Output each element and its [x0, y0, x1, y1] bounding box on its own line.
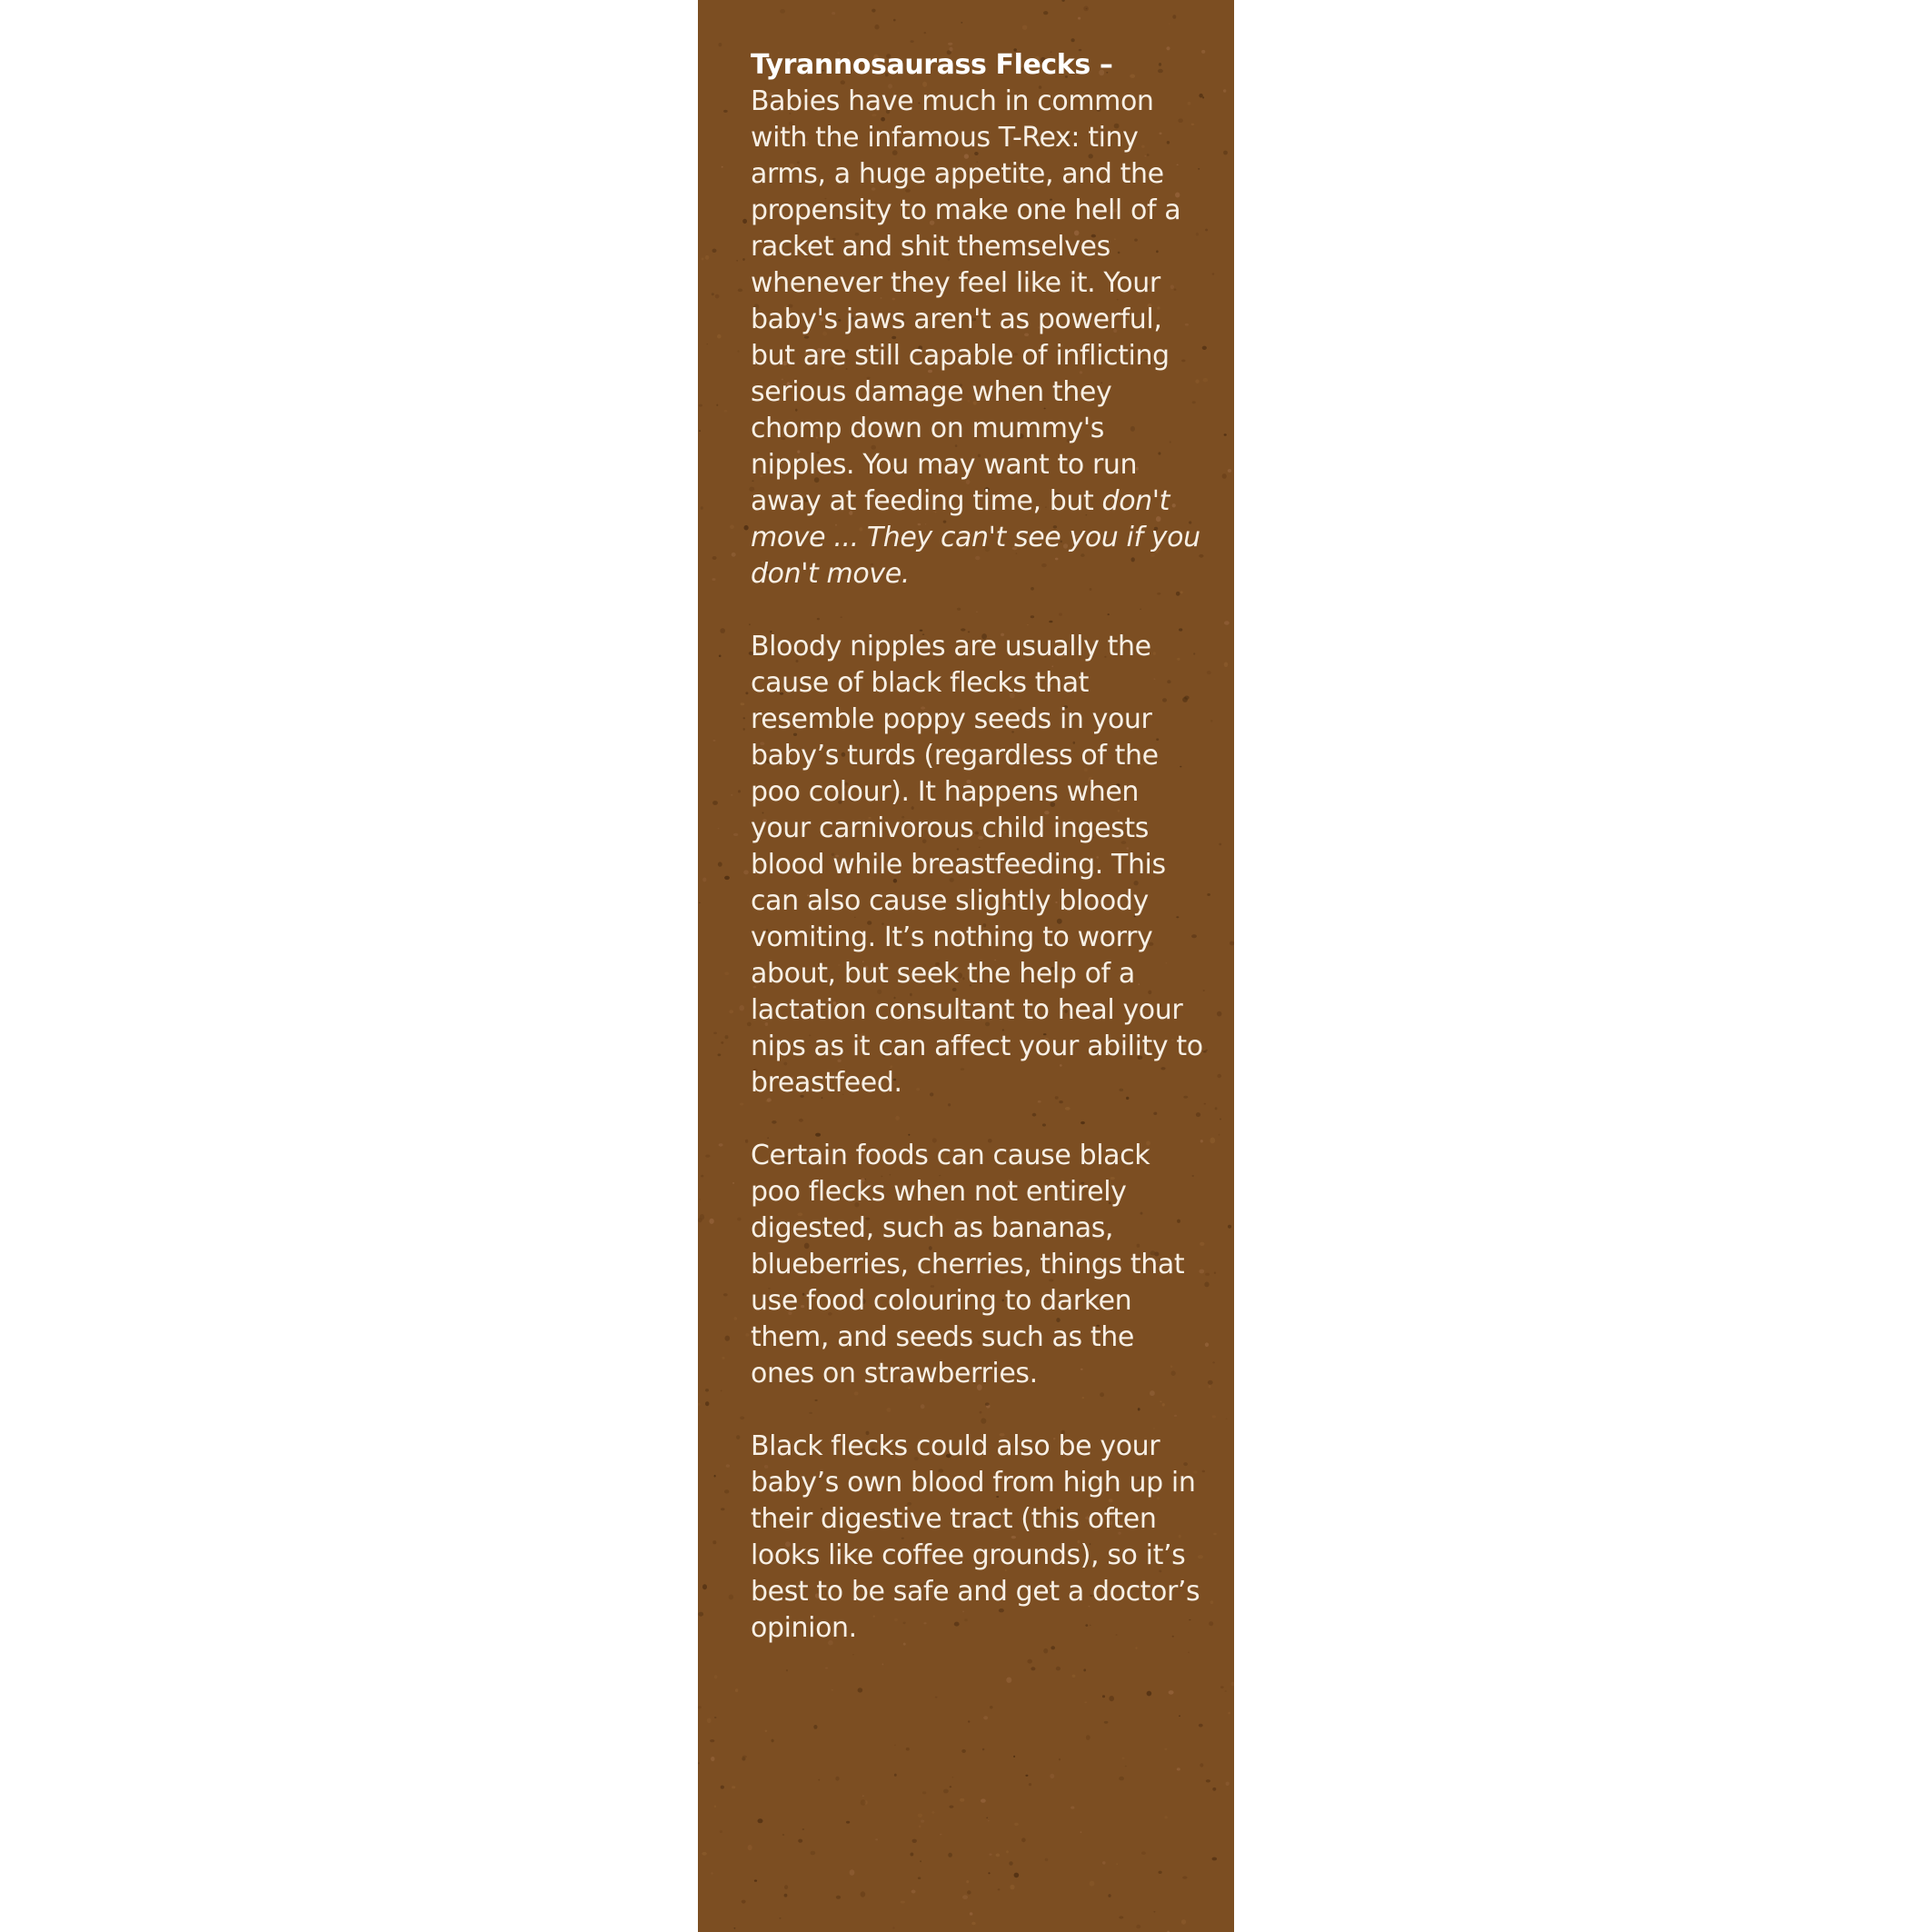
brown-sidebar-panel — [698, 0, 1234, 1932]
paragraph-trex-italic: don't move ... They can't see you if you don't move. — [751, 485, 1200, 590]
paragraph-certain-foods: Certain foods can cause black poo flecks when not entirely digested, such as bananas, blueberries, cherries, things that use food colouring to darken them, and seeds such as the ones on strawberries. — [751, 1140, 1185, 1389]
paragraph-trex — [751, 47, 1205, 593]
sidebar-text — [751, 47, 1205, 1683]
paragraph-own-blood: Black flecks could also be your baby’s own blood from high up in their digestive tract (this often looks like coffee grounds), so it’s best to be safe and get a doctor’s opinion. — [751, 1430, 1200, 1644]
sidebar-heading: Tyrannosaurass Flecks – — [751, 49, 1113, 81]
paragraph-trex-body: Babies have much in common with the infamous T-Rex: tiny arms, a huge appetite, and the propensity to make one hell of a racket and shit themselves whenever they feel like it. Your baby's jaws aren't as powerful, but are still capable of inflicting serious damage when they chomp down on mummy's nipples. You may want to run away at feeding time, but — [751, 85, 1181, 517]
paragraph-bloody-nipples: Bloody nipples are usually the cause of black flecks that resemble poppy seeds in your baby’s turds (regardless of the poo colour). It happens when your carnivorous child ingests blood while breastfeeding. This can also cause slightly bloody vomiting. It’s nothing to worry about, but seek the help of a lactation consultant to heal your nips as it can affect your ability to breastfeed. — [751, 631, 1203, 1099]
